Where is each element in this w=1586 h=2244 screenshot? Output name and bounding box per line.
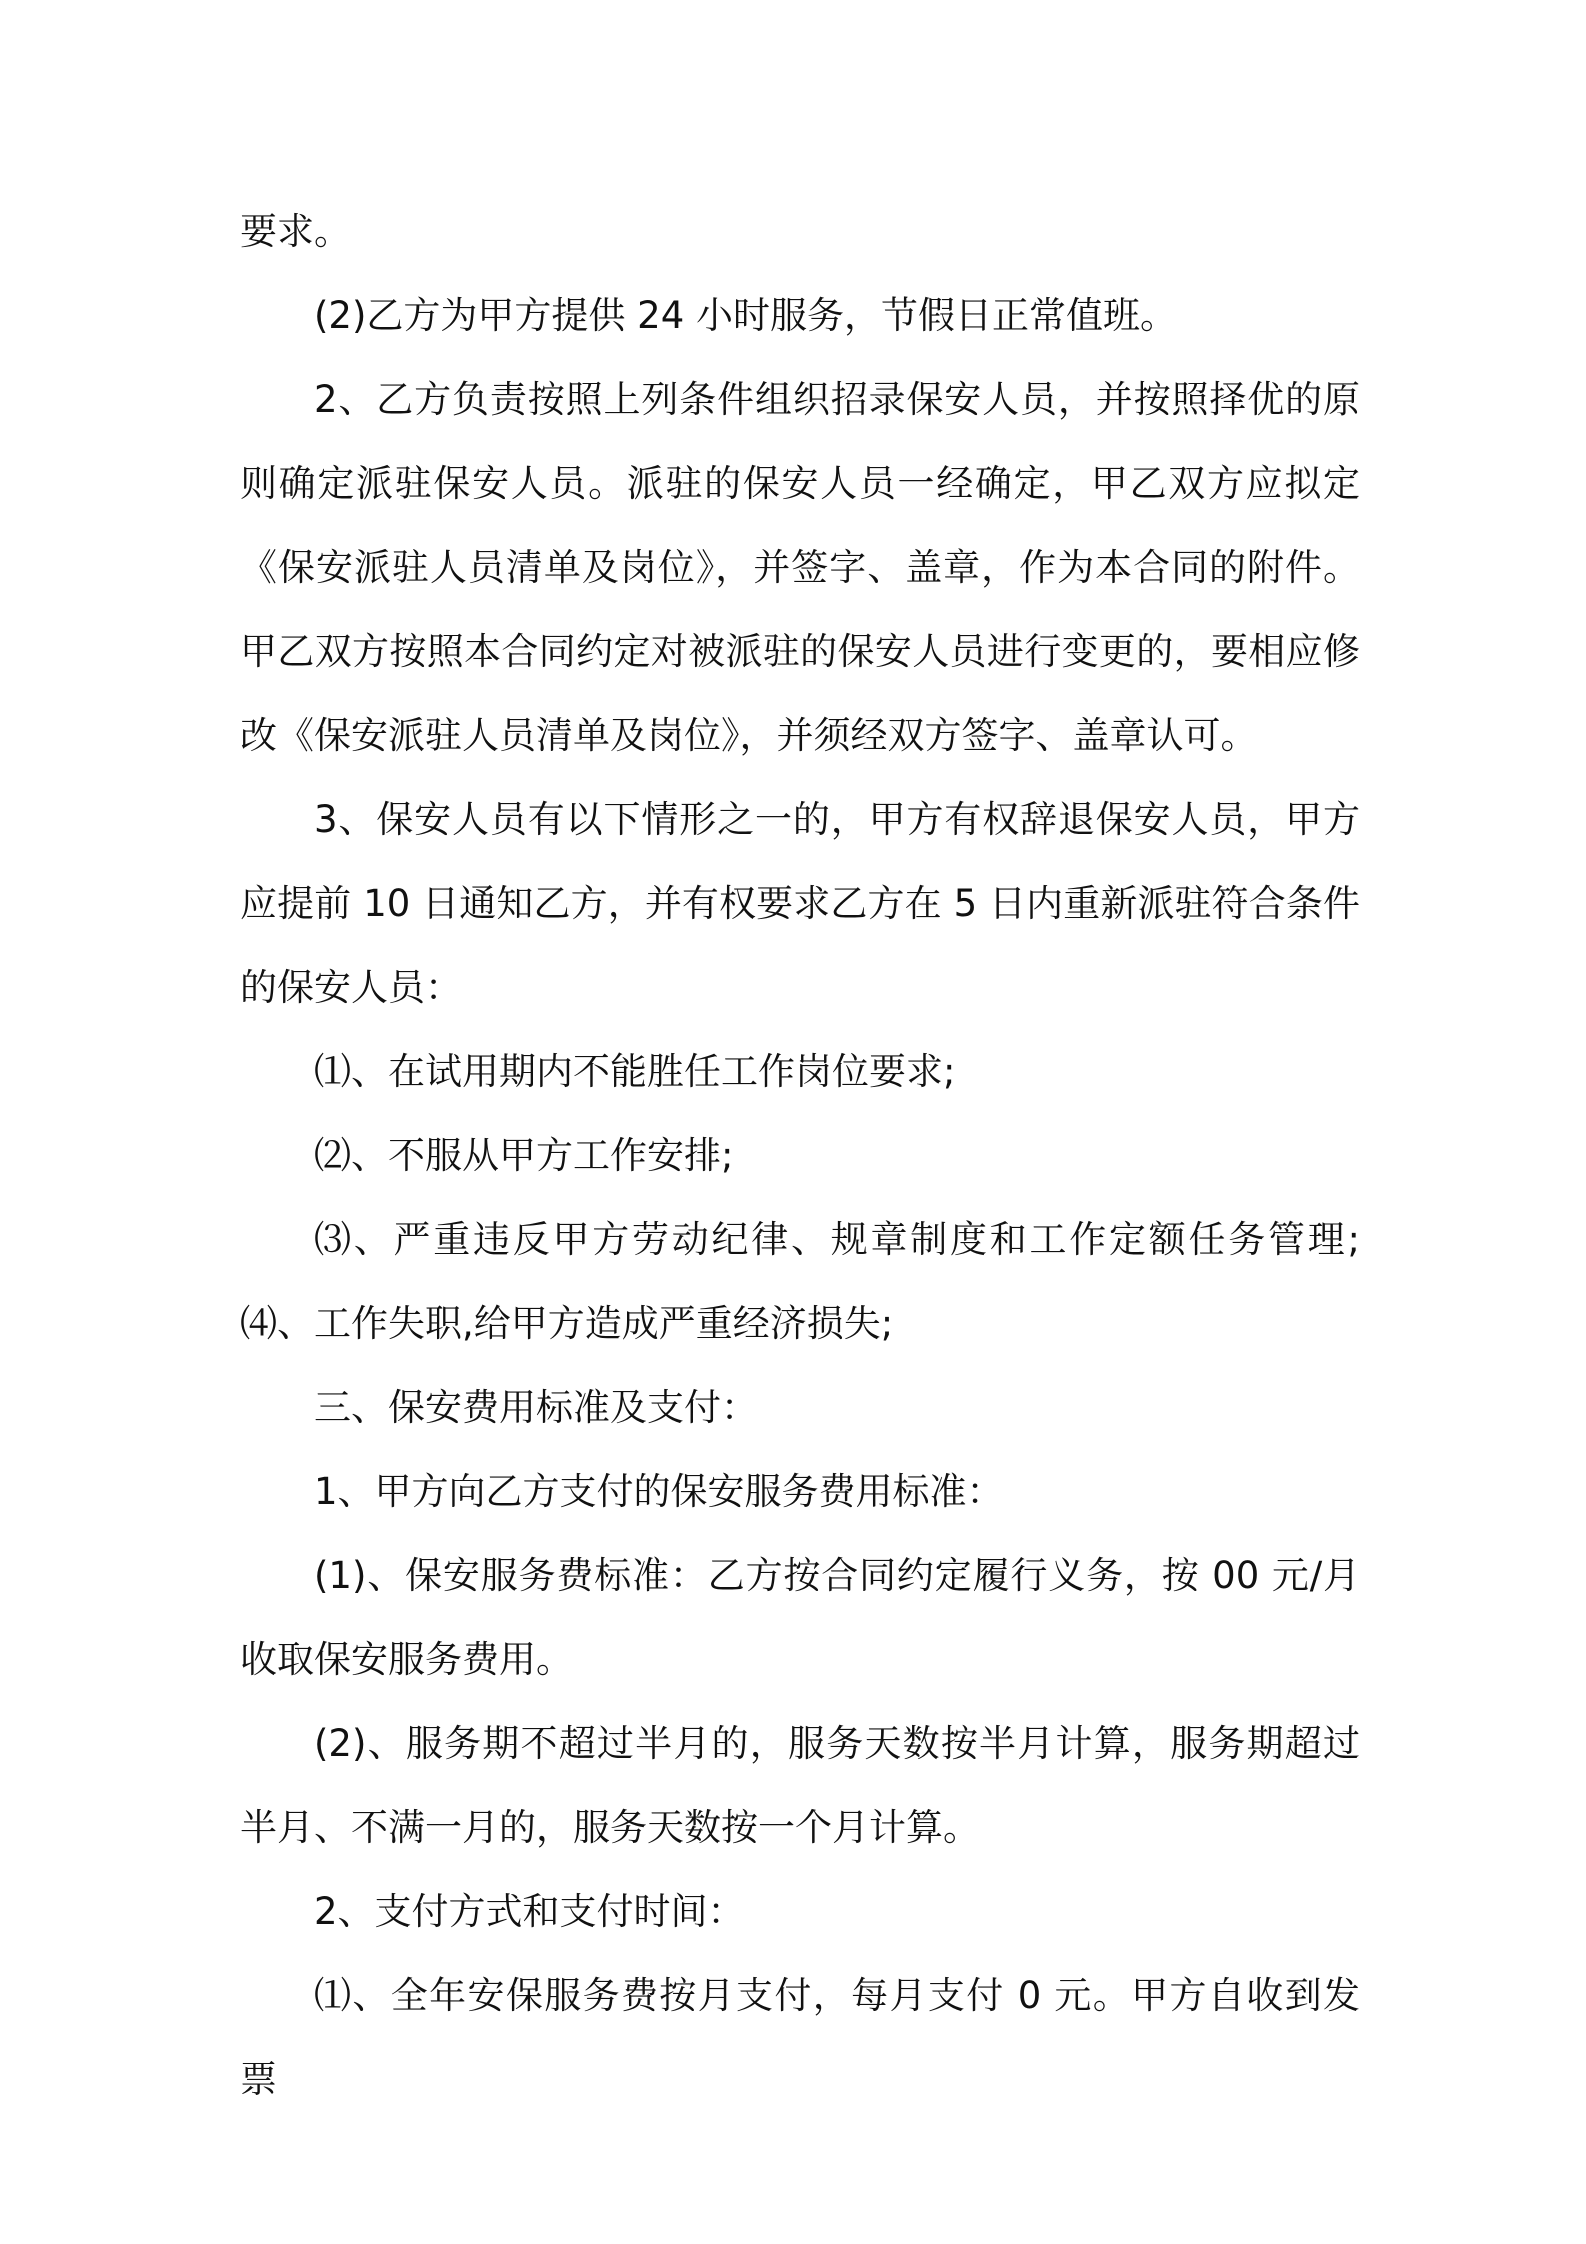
paragraph-2: (2)乙方为甲方提供 24 小时服务，节假日正常值班。 bbox=[314, 294, 1178, 337]
paragraph-1: 要求。 bbox=[240, 210, 351, 253]
paragraph-3: 2、乙方负责按照上列条件组织招录保安人员，并按照择优的原则确定派驻保安人员。派驻的保安人员一经确定，甲乙双方应拟定《保安派驻人员清单及岗位》，并签字、盖章，作为本合同的附件。甲乙双方按照本合同约定对被派驻的保安人员进行变更的，要相应修改《保安派驻人员清单及岗位》，并须经双方签字、盖章认可。 bbox=[240, 378, 1360, 757]
paragraph-5: ⑴、在试用期内不能胜任工作岗位要求; bbox=[314, 1050, 956, 1093]
paragraph-7: ⑶、严重违反甲方劳动纪律、规章制度和工作定额任务管理;⑷、工作失职,给甲方造成严重经济损失; bbox=[240, 1218, 1360, 1345]
paragraph-8: 三、保安费用标准及支付： bbox=[314, 1386, 758, 1429]
paragraph-4: 3、保安人员有以下情形之一的，甲方有权辞退保安人员，甲方应提前 10 日通知乙方，并有权要求乙方在 5 日内重新派驻符合条件的保安人员： bbox=[240, 798, 1360, 1009]
paragraph-6: ⑵、不服从甲方工作安排; bbox=[314, 1134, 734, 1177]
paragraph-13: ⑴、全年安保服务费按月支付，每月支付 0 元。甲方自收到发票 bbox=[240, 1974, 1360, 2101]
paragraph-11: (2)、服务期不超过半月的，服务天数按半月计算，服务期超过半月、不满一月的，服务天数按一个月计算。 bbox=[240, 1722, 1360, 1849]
paragraph-10: (1)、保安服务费标准：乙方按合同约定履行义务，按 00 元/月收取保安服务费用。 bbox=[240, 1554, 1360, 1681]
paragraph-9: 1、甲方向乙方支付的保安服务费用标准： bbox=[314, 1470, 1004, 1513]
paragraph-12: 2、支付方式和支付时间： bbox=[314, 1890, 745, 1933]
document-body bbox=[240, 190, 1360, 2122]
